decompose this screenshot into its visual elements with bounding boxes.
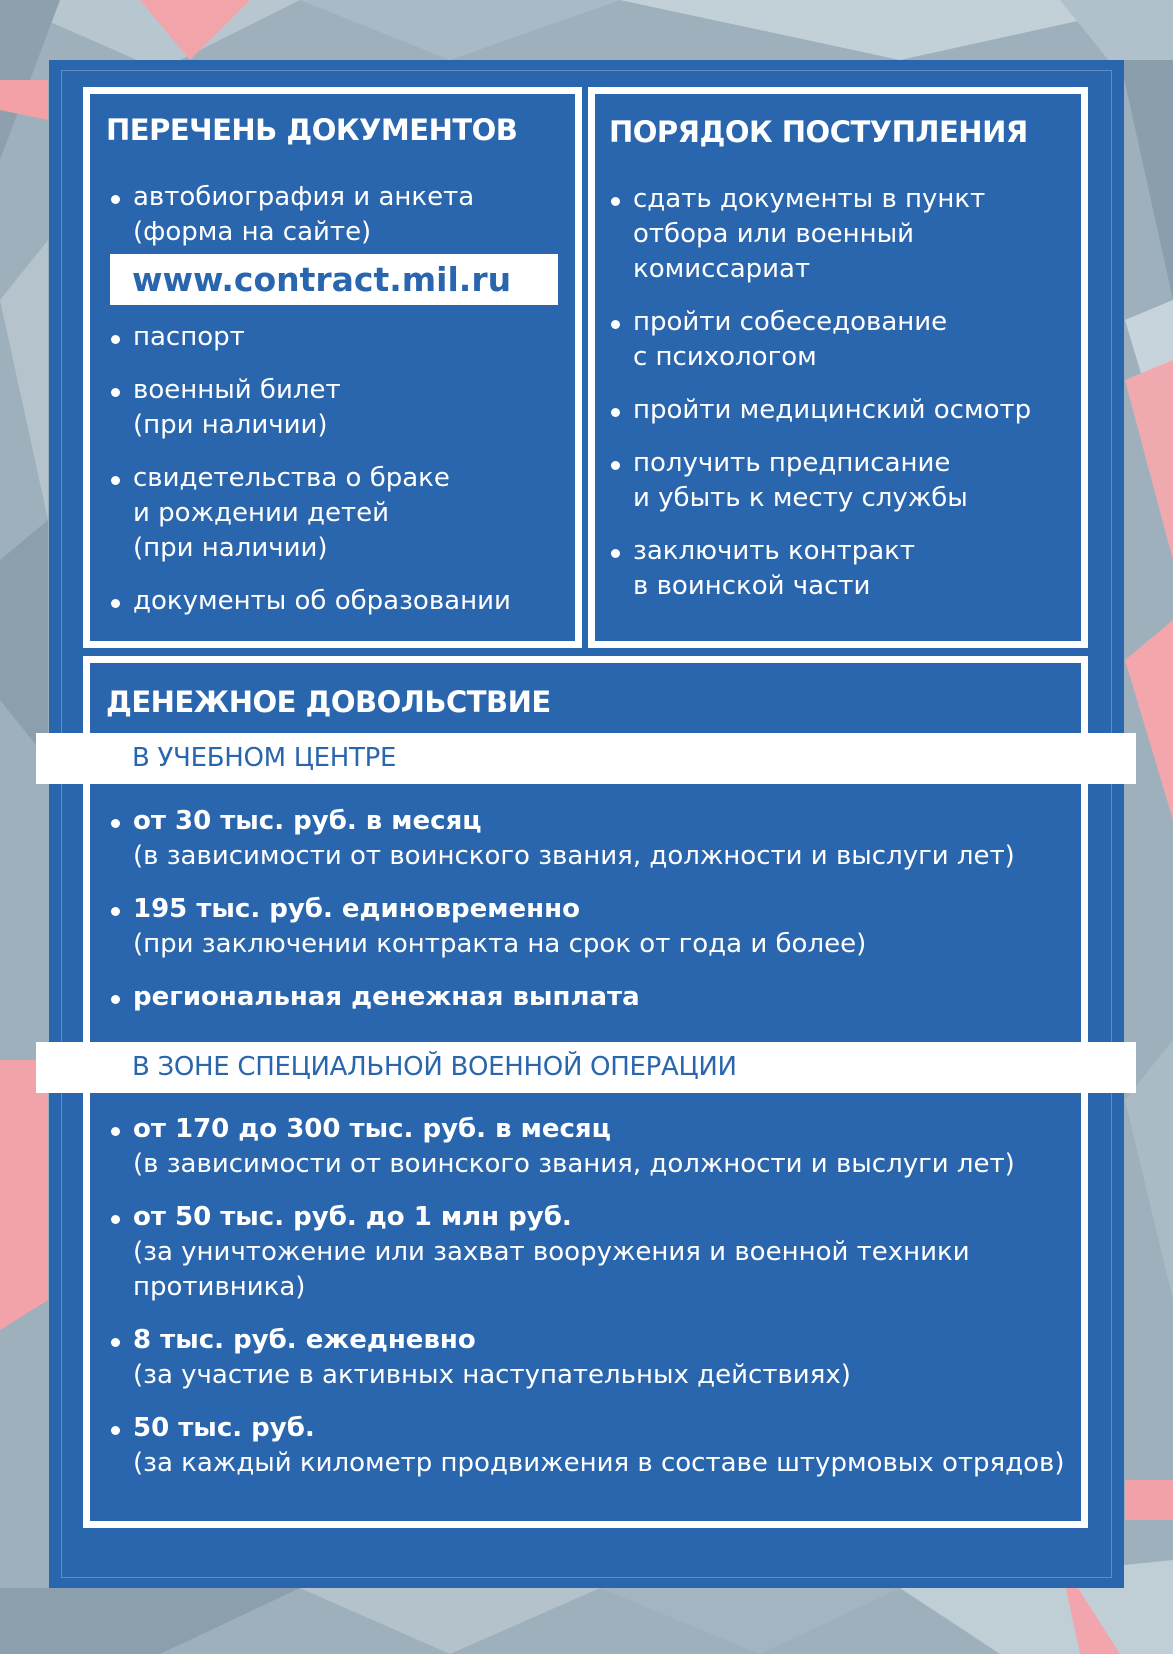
list-item: 8 тыс. руб. ежедневно (за участие в активных наступательных действиях) <box>109 1323 1069 1393</box>
list-item: 195 тыс. руб. единовременно (при заключении контракта на срок от года и более) <box>109 892 1069 962</box>
list-item: от 170 до 300 тыс. руб. в месяц (в зависимости от воинского звания, должности и выслуги лет) <box>109 1112 1069 1182</box>
list-item: пройти собеседование с психологом <box>609 305 1079 375</box>
training-allowance-list <box>109 804 1069 1033</box>
documents-list-continued <box>109 320 569 637</box>
list-item: заключить контракт в воинской части <box>609 534 1079 604</box>
list-item: сдать документы в пункт отбора или военный комиссариат <box>609 182 1079 287</box>
list-item: получить предписание и убыть к месту службы <box>609 446 1079 516</box>
website-link[interactable]: www.contract.mil.ru <box>110 254 558 305</box>
list-item: 50 тыс. руб. (за каждый километр продвижения в составе штурмовых отрядов) <box>109 1411 1069 1481</box>
documents-list <box>109 180 569 250</box>
list-item: свидетельства о браке и рождении детей (при наличии) <box>109 461 569 566</box>
admission-order-panel <box>588 87 1088 648</box>
operation-allowance-list <box>109 1112 1069 1499</box>
list-item: пройти медицинский осмотр <box>609 393 1079 428</box>
list-item: паспорт <box>109 320 569 355</box>
allowance-title: ДЕНЕЖНОЕ ДОВОЛЬСТВИЕ <box>106 685 551 719</box>
list-item: автобиография и анкета (форма на сайте) <box>109 180 569 250</box>
admission-order-title: ПОРЯДОК ПОСТУПЛЕНИЯ <box>609 115 1028 149</box>
list-item: региональная денежная выплата <box>109 980 1069 1015</box>
list-item: военный билет (при наличии) <box>109 373 569 443</box>
admission-order-list <box>609 182 1079 622</box>
training-center-band: В УЧЕБНОМ ЦЕНТРЕ <box>36 733 1136 784</box>
list-item: от 30 тыс. руб. в месяц (в зависимости от воинского звания, должности и выслуги лет) <box>109 804 1069 874</box>
list-item: документы об образовании <box>109 584 569 619</box>
documents-panel <box>83 87 582 648</box>
operation-zone-band: В ЗОНЕ СПЕЦИАЛЬНОЙ ВОЕННОЙ ОПЕРАЦИИ <box>36 1042 1136 1093</box>
list-item: от 50 тыс. руб. до 1 млн руб. (за уничтожение или захват вооружения и военной техники противника) <box>109 1200 1069 1305</box>
documents-title: ПЕРЕЧЕНЬ ДОКУМЕНТОВ <box>106 113 518 147</box>
